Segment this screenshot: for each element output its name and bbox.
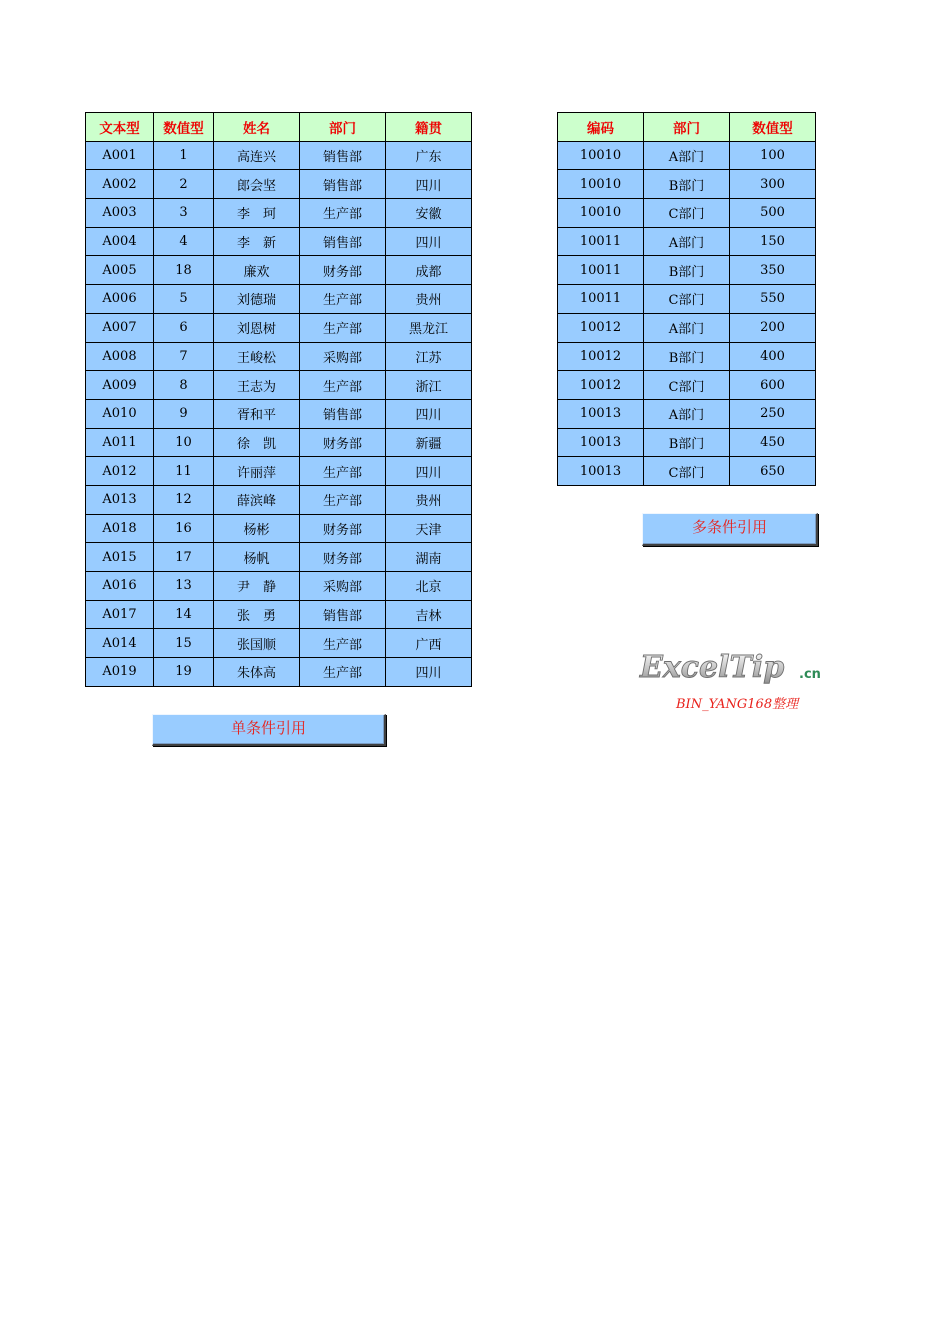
employee-row [86,227,472,256]
department-value-row [558,199,816,228]
text-code-cell[interactable]: A013 [86,485,154,514]
native-place-cell[interactable]: 安徽 [386,199,472,228]
native-place-cell[interactable]: 天津 [386,514,472,543]
name-cell[interactable]: 廉欢 [214,256,300,285]
department-cell[interactable]: 财务部 [300,543,386,572]
name-cell[interactable]: 刘恩树 [214,313,300,342]
text-code-cell[interactable]: A019 [86,658,154,687]
value-cell[interactable]: 250 [730,399,816,428]
native-place-cell[interactable]: 四川 [386,227,472,256]
department-value-row [558,227,816,256]
text-code-cell[interactable]: A010 [86,399,154,428]
employee-table-header-row [86,113,472,142]
department-cell[interactable]: A部门 [644,141,730,170]
name-cell[interactable]: 刘德瑞 [214,285,300,314]
header-department[interactable]: 部门 [300,113,386,142]
department-cell[interactable]: 生产部 [300,629,386,658]
text-code-cell[interactable]: A012 [86,457,154,486]
code-cell[interactable]: 10013 [558,399,644,428]
department-cell[interactable]: 销售部 [300,170,386,199]
number-code-cell[interactable]: 17 [154,543,214,572]
text-code-cell[interactable]: A004 [86,227,154,256]
native-place-cell[interactable]: 湖南 [386,543,472,572]
value-cell[interactable]: 450 [730,428,816,457]
number-code-cell[interactable]: 6 [154,313,214,342]
name-cell[interactable]: 李 珂 [214,199,300,228]
native-place-cell[interactable]: 成都 [386,256,472,285]
employee-row [86,313,472,342]
text-code-cell[interactable]: A005 [86,256,154,285]
name-cell[interactable]: 郎会坚 [214,170,300,199]
text-code-cell[interactable]: A002 [86,170,154,199]
department-cell[interactable]: 财务部 [300,256,386,285]
department-cell[interactable]: B部门 [644,428,730,457]
department-cell[interactable]: A部门 [644,313,730,342]
department-cell[interactable]: 生产部 [300,658,386,687]
exceltip-logo [636,648,821,688]
code-cell[interactable]: 10010 [558,170,644,199]
department-table-header-row [558,113,816,142]
department-cell[interactable]: 采购部 [300,342,386,371]
employee-row [86,141,472,170]
native-place-cell[interactable]: 四川 [386,658,472,687]
header-native-place[interactable]: 籍贯 [386,113,472,142]
value-cell[interactable]: 650 [730,457,816,486]
text-code-cell[interactable]: A015 [86,543,154,572]
value-cell[interactable]: 300 [730,170,816,199]
employee-row [86,399,472,428]
header-code[interactable]: 编码 [558,113,644,142]
department-cell[interactable]: 财务部 [300,514,386,543]
multi-condition-lookup-button[interactable]: 多条件引用 [642,513,818,546]
name-cell[interactable]: 杨帆 [214,543,300,572]
department-cell[interactable]: 财务部 [300,428,386,457]
department-value-row [558,457,816,486]
header-department[interactable]: 部门 [644,113,730,142]
employee-row [86,256,472,285]
code-cell[interactable]: 10012 [558,342,644,371]
header-text-type[interactable]: 文本型 [86,113,154,142]
name-cell[interactable]: 徐 凯 [214,428,300,457]
name-cell[interactable]: 薛滨峰 [214,485,300,514]
number-code-cell[interactable]: 10 [154,428,214,457]
code-cell[interactable]: 10013 [558,428,644,457]
number-code-cell[interactable]: 14 [154,600,214,629]
department-cell[interactable]: B部门 [644,170,730,199]
logo-wordmark: ExcelTip [640,650,785,685]
code-cell[interactable]: 10012 [558,371,644,400]
employee-row [86,600,472,629]
number-code-cell[interactable]: 3 [154,199,214,228]
number-code-cell[interactable]: 15 [154,629,214,658]
number-code-cell[interactable]: 9 [154,399,214,428]
department-cell[interactable]: 销售部 [300,600,386,629]
department-value-row [558,399,816,428]
text-code-cell[interactable]: A016 [86,572,154,601]
value-cell[interactable]: 600 [730,371,816,400]
native-place-cell[interactable]: 吉林 [386,600,472,629]
logo-domain-suffix: .cn [799,667,821,682]
number-code-cell[interactable]: 13 [154,572,214,601]
name-cell[interactable]: 王志为 [214,371,300,400]
native-place-cell[interactable]: 四川 [386,457,472,486]
number-code-cell[interactable]: 8 [154,371,214,400]
department-cell[interactable]: 销售部 [300,141,386,170]
value-cell[interactable]: 550 [730,285,816,314]
code-cell[interactable]: 10010 [558,199,644,228]
department-cell[interactable]: B部门 [644,342,730,371]
employee-row [86,342,472,371]
value-cell[interactable]: 350 [730,256,816,285]
code-cell[interactable]: 10011 [558,227,644,256]
value-cell[interactable]: 100 [730,141,816,170]
department-cell[interactable]: A部门 [644,227,730,256]
department-value-row [558,170,816,199]
name-cell[interactable]: 许丽萍 [214,457,300,486]
number-code-cell[interactable]: 5 [154,285,214,314]
employee-row [86,371,472,400]
department-value-row [558,371,816,400]
native-place-cell[interactable]: 广东 [386,141,472,170]
department-value-row [558,313,816,342]
department-cell[interactable]: C部门 [644,199,730,228]
number-code-cell[interactable]: 7 [154,342,214,371]
department-cell[interactable]: B部门 [644,256,730,285]
text-code-cell[interactable]: A017 [86,600,154,629]
name-cell[interactable]: 尹 静 [214,572,300,601]
employee-row [86,457,472,486]
name-cell[interactable]: 张 勇 [214,600,300,629]
native-place-cell[interactable]: 黑龙江 [386,313,472,342]
number-code-cell[interactable]: 2 [154,170,214,199]
value-cell[interactable]: 400 [730,342,816,371]
number-code-cell[interactable]: 4 [154,227,214,256]
department-value-row [558,285,816,314]
credit-note: BIN_YANG168整理 [676,697,799,712]
name-cell[interactable]: 高连兴 [214,141,300,170]
single-condition-lookup-button[interactable]: 单条件引用 [152,714,386,746]
text-code-cell[interactable]: A003 [86,199,154,228]
text-code-cell[interactable]: A008 [86,342,154,371]
name-cell[interactable]: 王峻松 [214,342,300,371]
department-cell[interactable]: C部门 [644,371,730,400]
department-cell[interactable]: 生产部 [300,199,386,228]
native-place-cell[interactable]: 广西 [386,629,472,658]
department-value-row [558,256,816,285]
native-place-cell[interactable]: 四川 [386,170,472,199]
department-cell[interactable]: 生产部 [300,371,386,400]
code-cell[interactable]: 10012 [558,313,644,342]
number-code-cell[interactable]: 19 [154,658,214,687]
name-cell[interactable]: 张国顺 [214,629,300,658]
employee-row [86,658,472,687]
employee-row [86,285,472,314]
department-cell[interactable]: 生产部 [300,457,386,486]
department-cell[interactable]: C部门 [644,457,730,486]
native-place-cell[interactable]: 新疆 [386,428,472,457]
native-place-cell[interactable]: 北京 [386,572,472,601]
value-cell[interactable]: 150 [730,227,816,256]
number-code-cell[interactable]: 11 [154,457,214,486]
name-cell[interactable]: 朱体高 [214,658,300,687]
text-code-cell[interactable]: A009 [86,371,154,400]
department-value-row [558,428,816,457]
text-code-cell[interactable]: A001 [86,141,154,170]
text-code-cell[interactable]: A014 [86,629,154,658]
department-cell[interactable]: C部门 [644,285,730,314]
department-value-row [558,141,816,170]
department-cell[interactable]: 生产部 [300,313,386,342]
employee-row [86,572,472,601]
department-cell[interactable]: 销售部 [300,399,386,428]
number-code-cell[interactable]: 12 [154,485,214,514]
value-cell[interactable]: 500 [730,199,816,228]
employee-row [86,514,472,543]
number-code-cell[interactable]: 1 [154,141,214,170]
text-code-cell[interactable]: A007 [86,313,154,342]
employee-row [86,543,472,572]
text-code-cell[interactable]: A006 [86,285,154,314]
number-code-cell[interactable]: 18 [154,256,214,285]
employee-table [85,112,472,687]
name-cell[interactable]: 杨彬 [214,514,300,543]
code-cell[interactable]: 10013 [558,457,644,486]
name-cell[interactable]: 胥和平 [214,399,300,428]
header-name[interactable]: 姓名 [214,113,300,142]
name-cell[interactable]: 李 新 [214,227,300,256]
code-cell[interactable]: 10011 [558,256,644,285]
header-number-type[interactable]: 数值型 [154,113,214,142]
value-cell[interactable]: 200 [730,313,816,342]
native-place-cell[interactable]: 贵州 [386,285,472,314]
employee-row [86,199,472,228]
native-place-cell[interactable]: 四川 [386,399,472,428]
header-number-type[interactable]: 数值型 [730,113,816,142]
department-cell[interactable]: 生产部 [300,285,386,314]
code-cell[interactable]: 10011 [558,285,644,314]
department-cell[interactable]: 采购部 [300,572,386,601]
native-place-cell[interactable]: 江苏 [386,342,472,371]
text-code-cell[interactable]: A018 [86,514,154,543]
code-cell[interactable]: 10010 [558,141,644,170]
native-place-cell[interactable]: 贵州 [386,485,472,514]
employee-row [86,629,472,658]
employee-row [86,170,472,199]
employee-row [86,428,472,457]
department-cell[interactable]: A部门 [644,399,730,428]
native-place-cell[interactable]: 浙江 [386,371,472,400]
employee-row [86,485,472,514]
text-code-cell[interactable]: A011 [86,428,154,457]
department-value-row [558,342,816,371]
department-cell[interactable]: 销售部 [300,227,386,256]
department-value-table [557,112,816,486]
department-cell[interactable]: 生产部 [300,485,386,514]
number-code-cell[interactable]: 16 [154,514,214,543]
